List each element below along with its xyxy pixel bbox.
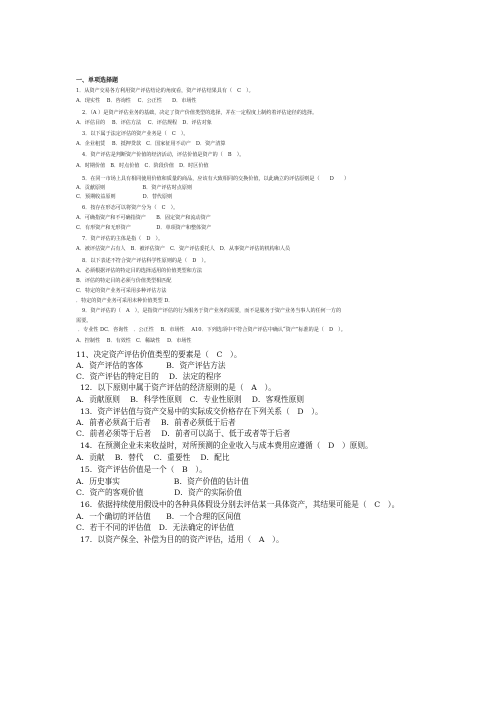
small-text-line: 6．按存在形态可以将资产分为（ C ）。 <box>82 205 179 211</box>
small-text-line: 1．从资产交易各方利用资产评估结论的角度看，资产评估结果具有（ C ）。 <box>76 88 254 94</box>
large-text-line: A．贡献原则 B．科学性原则 C．专业性原则 D．客观性原则 <box>76 395 305 404</box>
small-text-line: 3．以下属于法定评估的资产业务是（ C ）。 <box>82 131 189 137</box>
small-text-line: ．专业性 DC．咨询性 ．公正性 B．市场性 A10．下列选项中不符合资产评估中确认“资产”标准的是（ D ）。 <box>78 327 346 333</box>
small-text-line: C．预期收益原则 D．替代原则 <box>76 194 173 200</box>
large-text-line: 11、决定资产评估价值类型的要素是（ C ）。 <box>76 350 242 359</box>
large-text-line: A．贡献 B．替代 C．重要性 D．配比 <box>76 453 230 462</box>
small-text-line: 2．（A ）是资产评估业务的基础，决定了资产价值类型的选择，并在一定程度上制约着评估途径的选择。 <box>82 110 318 116</box>
large-text-line: A．前者必须高于后者 B．前者必须低于后者 <box>76 418 236 427</box>
small-text-line: C．特定的资产业务可采用多种评估方法 <box>76 288 167 294</box>
small-text-line: A．可确指资产和不可确指资产 B．固定资产和流动资产 <box>76 215 211 221</box>
small-text-line: A．时期价值 B．时点价值 C．阶段价值 D．时区价值 <box>76 163 209 169</box>
large-text-line: C．资产评估的特定目的 D．法定的程序 <box>76 372 222 381</box>
large-text-line: A．一个确切的评估值 B．一个合理的区间值 <box>76 512 241 521</box>
large-text-line: 12．以下原则中属于资产评估的经济原则的是（ A ）。 <box>80 383 276 392</box>
large-text-line: C．若干不同的评估值 D．无法确定的评估值 <box>76 523 235 532</box>
small-text-line: 8．以下表述不符合资产评估科学性原则的是（ D ）。 <box>82 258 210 264</box>
large-text-line: 14．在预测企业未来收益时，对所预测的企业收入与成本费用应遵循（ D ）原则。 <box>80 441 373 450</box>
small-text-line: A．企业租赁 B．抵押贷款 C．国家征用不动产 D．资产清算 <box>76 141 226 147</box>
large-text-line: 15．资产评估价值是一个（ B ）。 <box>80 465 207 474</box>
small-text-line: 需要。 <box>76 318 92 324</box>
large-text-line: A．历史事实 B．资产价值的估计值 <box>76 477 249 486</box>
small-text-line: A．控制性 B．有效性 C．稀缺性 D．市场性 <box>76 338 192 344</box>
small-text-line: A．必须根据评估的特定目的选择适用的价值类型和方法 <box>76 268 202 274</box>
large-text-line: 17．以资产保全、补偿为目的的资产评估，适用（ A ）。 <box>80 535 284 544</box>
small-text-line: C．有形资产和无形资产 D．单项资产和整体资产 <box>76 225 212 231</box>
small-text-line: A．贡献原则 B．资产评估时点原则 <box>76 185 193 191</box>
small-text-line: A．评估目的 B．评估方法 C．评估规程 D．评估对象 <box>76 120 212 126</box>
small-text-line: A．被评估资产占有人 B．被评估资产 C．资产评估委托人 D．从事资产评估的机构和人员 <box>76 246 291 252</box>
small-text-line: B．评估的特定目的必须与价值类型相匹配 <box>76 278 172 284</box>
large-text-line: 13．资产评估值与资产交易中的实际成交价格存在下列关系（ D ）。 <box>80 407 323 416</box>
small-text-line: 5．在同一市场上具有相同使用价值和质量的商品，应该有大致相同的交换价值，以此确立的评估原则是（ D ） <box>82 176 350 182</box>
small-text-line: A．现实性 B．咨询性 C．公正性 D．市场性 <box>76 98 197 104</box>
section-title: 一、单项选择题 <box>76 77 119 84</box>
small-text-line: 4．资产评估是判断资产价值的经济活动，评估价值是资产的（ B ）。 <box>82 152 245 158</box>
large-text-line: C．前者必须等于后者 D．前者可以高于、低于或者等于后者 <box>76 429 291 438</box>
large-text-line: A．资产评估的客体 B．资产评估方法 <box>76 361 226 370</box>
small-text-line: 9．资产评估的（ A ），是指资产评估的行为服务于资产业务的需要，而不是服务于资产业务当事人的任何一方的 <box>82 308 342 314</box>
small-text-line: 7．资产评估的主体是指（ D ）。 <box>82 236 164 242</box>
small-text-line: ．特定的资产业务可采用未种价值类型 D． <box>76 298 174 304</box>
large-text-line: C．资产的客观价值 D．资产的实际价值 <box>76 488 242 497</box>
large-text-line: 16．依据持续使用假设中的各种具体假设分别去评估某一具体资产，其结果可能是（ C ）。 <box>80 500 400 509</box>
